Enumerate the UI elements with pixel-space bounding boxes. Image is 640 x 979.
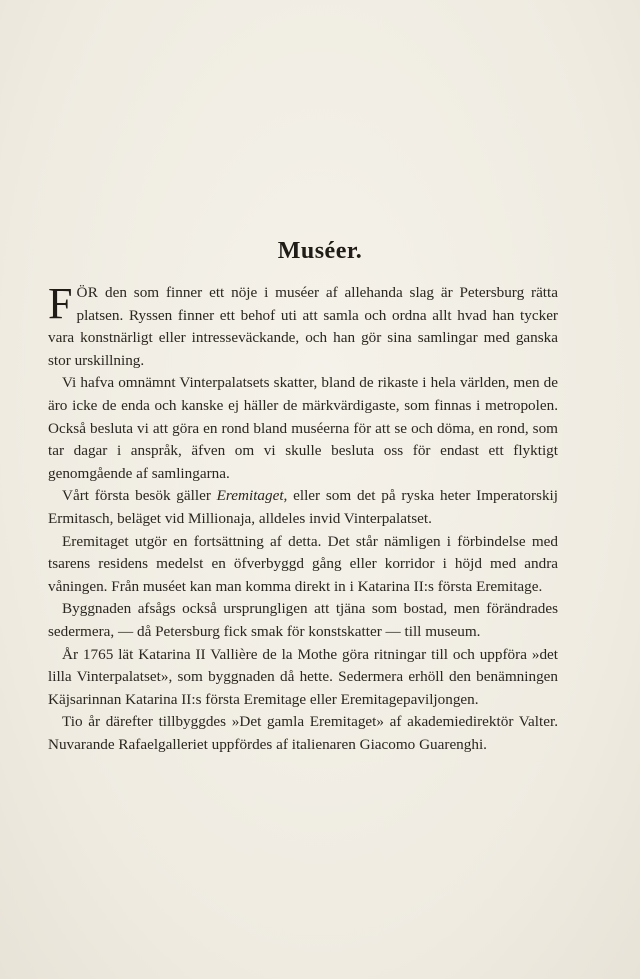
paragraph-3-italic: Eremitaget, [216, 487, 288, 505]
paragraph-4: Eremitaget utgör en fortsättning af detta. Det står nämligen i förbindelse med tsarens residens medelst en öfverbyggd gång eller korridor i höjd med andra våningen. Från muséet kan man komma direkt in i Katarina II:s första Eremitage. [48, 532, 558, 595]
paragraph-2: Vi hafva omnämnt Vinterpalatsets skatter, bland de rikaste i hela världen, men de äro icke de enda och kanske ej häller de märkvärdigaste, som finnas i metropolen. Också besluta vi att göra en rond bland muséerna för att se och döma, en rond, som tar dagar i anspråk, äfven om vi skulle besluta oss för endast ett flyktigt genomgående af samlingarna. [48, 374, 558, 482]
paragraph-5: Byggnaden afsågs också ursprungligen att tjäna som bostad, men förändrades sedermera, — då Petersburg fick smak för konstskatter — till museum. [48, 600, 558, 640]
body-text [48, 279, 558, 756]
paragraph-3 [48, 485, 558, 530]
lead-word: ÖR [76, 284, 99, 301]
drop-cap: F [48, 279, 73, 328]
page-heading: Muséer. [277, 238, 363, 264]
paragraph-1 [48, 279, 558, 372]
paragraph-1-text: den som finner ett nöje i muséer af allehanda slag är Petersburg rätta platsen. Ryssen finner ett behof uti att samla och ordna allt hvad han tycker vara konstnärligt eller intresseväckande, och han gör sina samlingar med ganska stor urskillning. [48, 284, 558, 369]
paragraph-7: Tio år därefter tillbyggdes »Det gamla Eremitaget» af akademiedirektör Valter. Nuvarande Rafaelgalleriet uppfördes af italienaren Giacomo Guarenghi. [48, 713, 558, 753]
paragraph-6: År 1765 lät Katarina II Vallière de la Mothe göra ritningar till och uppföra »det lilla Vinterpalatset», som byggnaden då hette. Sedermera erhöll den benämningen Käjsarinnan Katarina II:s första Eremitage eller Eremitagepaviljongen. [48, 645, 558, 708]
paragraph-3-after: eller som det på ryska heter Imperatorskij Ermitasch, beläget vid Millionaja, alldeles invid Vinterpalatset. [48, 487, 558, 527]
paragraph-3-before: Vårt första besök gäller [62, 487, 217, 505]
